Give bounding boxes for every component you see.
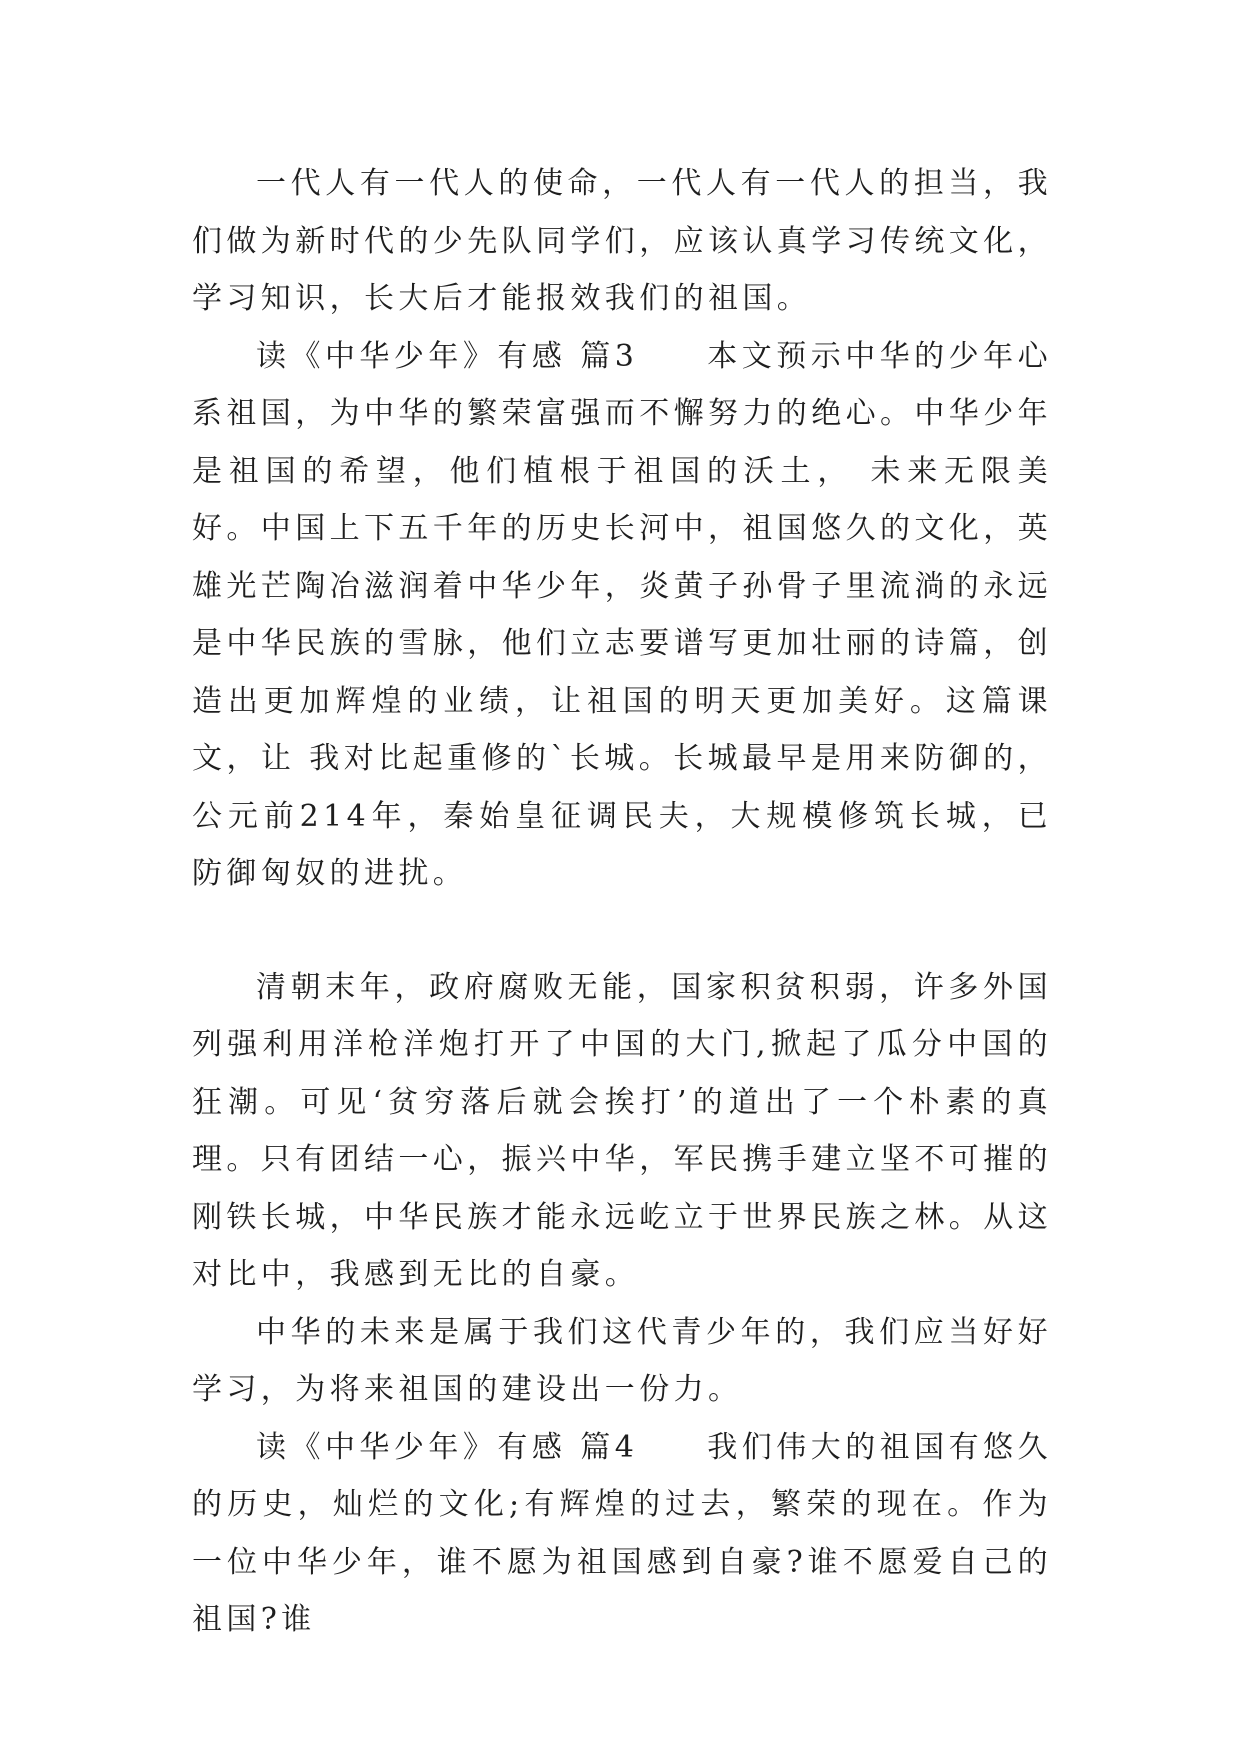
paragraph-5: 读《中华少年》有感 篇4 我们伟大的祖国有悠久的历史，灿烂的文化;有辉煌的过去，繁荣的现在。作为一位中华少年，谁不愿为祖国感到自豪?谁不愿爱自己的祖国?谁 [192, 1429, 1052, 1637]
paragraph-2: 读《中华少年》有感 篇3 本文预示中华的少年心系祖国，为中华的繁荣富强而不懈努力的绝心。中华少年是祖国的希望，他们植根于祖国的沃土， 未来无限美好。中国上下五千年的历史长河中，祖国悠久的文化，英雄光芒陶冶滋润着中华少年，炎黄子孙骨子里流淌的永远是中华民族的雪脉，他们立志要谱写更加壮丽的诗篇，创造出更加辉煌的业绩，让祖国的明天更加美好。这篇课文，让 我对比起重修的`长城。长城最早是用来防御的，公元前214年，秦始皇征调民夫，大规模修筑长城，已防御匈奴的进扰。 [192, 338, 1052, 891]
paragraph-3: 清朝末年，政府腐败无能，国家积贫积弱，许多外国列强利用洋枪洋炮打开了中国的大门,掀起了瓜分中国的狂潮。可见‘贫穷落后就会挨打’的道出了一个朴素的真理。只有团结一心，振兴中华，军民携手建立坚不可摧的刚铁长城，中华民族才能永远屹立于世界民族之林。从这对比中，我感到无比的自豪。 [192, 969, 1052, 1292]
paragraph-spacer [192, 903, 1052, 959]
document-body [192, 155, 1052, 1649]
paragraph-4: 中华的未来是属于我们这代青少年的，我们应当好好学习，为将来祖国的建设出一份力。 [192, 1314, 1052, 1407]
paragraph-1: 一代人有一代人的使命，一代人有一代人的担当，我们做为新时代的少先队同学们，应该认真学习传统文化，学习知识，长大后才能报效我们的祖国。 [192, 166, 1052, 316]
